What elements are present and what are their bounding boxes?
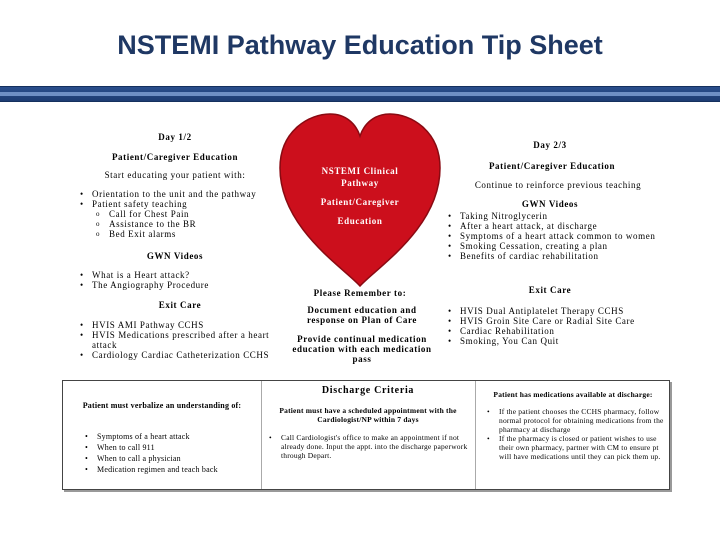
discharge-col1-heading: Patient must verbalize an understanding of: — [82, 401, 242, 410]
remember-item-1: Document education and response on Plan of Care — [306, 305, 418, 325]
list-item: • Smoking, You Can Quit — [446, 336, 672, 346]
title-rule — [0, 86, 720, 102]
day12-videos-heading: GWN Videos — [146, 251, 204, 261]
list-item: • If the pharmacy is closed or patient wishes to use their own pharmacy, partner with CM to ensure pt will have medications until they can pick them up. — [485, 434, 669, 461]
list-item: o Assistance to the BR — [96, 219, 278, 229]
list-item: • If the patient chooses the CCHS pharmacy, follow normal protocol for obtaining medications from the pharmacy at discharge — [485, 407, 669, 434]
list-item: • Benefits of cardiac rehabilitation — [446, 251, 668, 261]
page-title: NSTEMI Pathway Education Tip Sheet — [117, 30, 603, 60]
discharge-heading: Discharge Criteria — [321, 385, 415, 396]
remember-item-2: Provide continual medication education with each medication pass — [292, 334, 432, 364]
discharge-col2-list — [267, 433, 473, 460]
list-item: • HVIS AMI Pathway CCHS — [78, 320, 282, 330]
list-item: • Medication regimen and teach back — [83, 464, 259, 475]
day12-exit-list — [78, 320, 282, 360]
list-item: • When to call a physician — [83, 453, 259, 464]
list-item: • Cardiac Rehabilitation — [446, 326, 672, 336]
list-item: • HVIS Groin Site Care or Radial Site Care — [446, 316, 672, 326]
remember-heading: Please Remember to: — [313, 288, 407, 298]
list-item: o Bed Exit alarms — [96, 229, 278, 239]
heart-line-3: Patient/Caregiver — [320, 197, 400, 207]
list-item: • Taking Nitroglycerin — [446, 211, 668, 221]
heart-line-1: NSTEMI Clinical — [321, 166, 399, 176]
day23-exit-list — [446, 306, 672, 346]
heart-line-2: Pathway — [341, 178, 379, 188]
day23-videos-heading: GWN Videos — [521, 199, 579, 209]
day12-videos — [78, 270, 278, 290]
day12-heading: Day 1/2 — [158, 132, 192, 142]
list-item: • HVIS Medications prescribed after a heart attack — [78, 330, 282, 350]
discharge-col3-heading: Patient has medications available at discharge: — [493, 390, 653, 399]
day23-intro: Continue to reinforce previous teaching — [474, 180, 642, 190]
list-item: • Call Cardiologist's office to make an appointment if not already done. Input the appt. into the discharge paperwork through Depart. — [267, 433, 473, 460]
discharge-col2-heading: Patient must have a scheduled appointment with the Cardiologist/NP within 7 days — [279, 406, 457, 424]
list-item: • Patient safety teaching — [78, 199, 278, 209]
column-divider — [261, 381, 262, 489]
day23-exit-heading: Exit Care — [528, 285, 572, 295]
day23-videos — [446, 211, 668, 261]
day12-exit-heading: Exit Care — [158, 300, 202, 310]
list-item: o Call for Chest Pain — [96, 209, 278, 219]
discharge-col3-list — [485, 407, 669, 461]
heart-line-4: Education — [337, 216, 383, 226]
day23-subheading: Patient/Caregiver Education — [488, 161, 616, 171]
day12-list — [78, 189, 278, 239]
day23-heading: Day 2/3 — [533, 140, 567, 150]
discharge-criteria-box — [62, 380, 670, 490]
list-item: • Orientation to the unit and the pathway — [78, 189, 278, 199]
column-divider — [475, 381, 476, 489]
list-item: • HVIS Dual Antiplatelet Therapy CCHS — [446, 306, 672, 316]
list-item: • Symptoms of a heart attack — [83, 431, 259, 442]
discharge-col1-list — [83, 431, 259, 475]
list-item: • The Angiography Procedure — [78, 280, 278, 290]
list-item: • Cardiology Cardiac Catheterization CCHS — [78, 350, 282, 360]
list-item: • Smoking Cessation, creating a plan — [446, 241, 668, 251]
list-item: • After a heart attack, at discharge — [446, 221, 668, 231]
list-item: • What is a Heart attack? — [78, 270, 278, 280]
day12-subheading: Patient/Caregiver Education — [111, 152, 239, 162]
day12-intro: Start educating your patient with: — [104, 170, 246, 180]
list-item: • When to call 911 — [83, 442, 259, 453]
list-item: • Symptoms of a heart attack common to women — [446, 231, 668, 241]
